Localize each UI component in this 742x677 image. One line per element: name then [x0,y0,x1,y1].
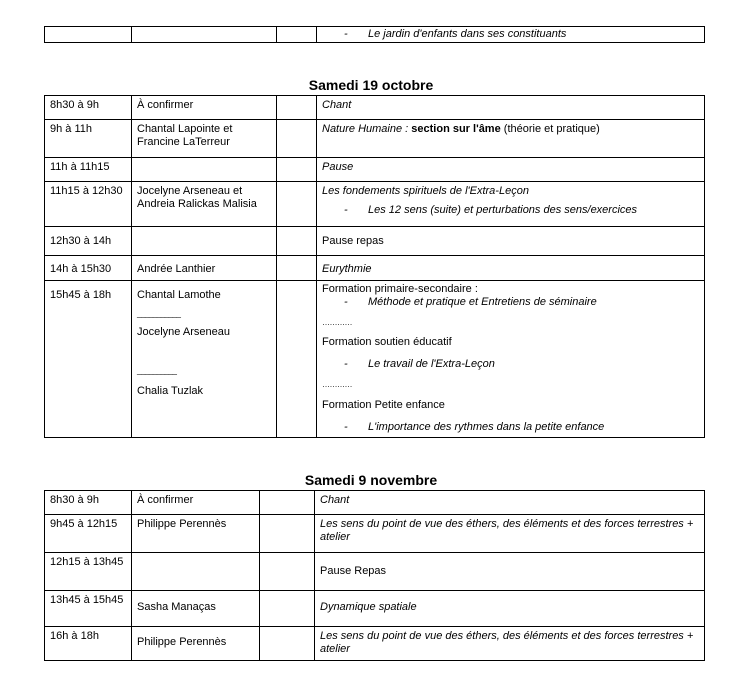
presenter-cell: Sasha Manaças [132,591,260,627]
list-item: Les 12 sens (suite) et perturbations des sens/exercices [368,204,638,216]
list-item: Le jardin d'enfants dans ses constituants [368,28,567,40]
day-title: Samedi 9 novembre [304,472,438,488]
time-cell: 15h45 à 18h [45,281,132,438]
presenter-cell [132,553,260,591]
presenter-cell: Chantal Lamothe ___________ Jocelyne Arseneau __________ Chalia Tuzlak [132,281,277,438]
activity-cell: Les fondements spirituels de l'Extra-Leçon - Les 12 sens (suite) et perturbations des sens/exercices [317,182,705,227]
day-title: Samedi 19 octobre [308,77,434,93]
table-row [45,158,705,182]
presenter-cell: À confirmer [132,96,277,120]
activity-cell: Eurythmie [317,256,705,281]
activity-cell: Pause [317,158,705,182]
presenter-cell: Philippe Perennès [132,515,260,553]
table-row [45,627,705,661]
time-cell: 9h à 11h [45,120,132,158]
presenter-cell: À confirmer [132,491,260,515]
list-item: L'importance des rythmes dans la petite enfance [368,421,605,433]
activity-cell: Pause repas [317,227,705,256]
time-cell: 13h45 à 15h45 [45,591,132,627]
presenter-cell: Jocelyne Arseneau et Andreia Ralickas Malisia [132,182,277,227]
activity-cell: Les sens du point de vue des éthers, des éléments et des forces terrestres + atelier [315,515,705,553]
time-cell: 16h à 18h [45,627,132,661]
time-cell: 8h30 à 9h [45,491,132,515]
table-row [45,227,705,256]
schedule-table-nov9 [44,490,705,661]
table-row [45,281,705,438]
time-cell: 12h15 à 13h45 [45,553,132,591]
table-row: - Le jardin d'enfants dans ses constituants [45,27,705,43]
table-row [45,491,705,515]
activity-cell: Nature Humaine : section sur l'âme (théorie et pratique) [317,120,705,158]
list-item: Le travail de l'Extra-Leçon [368,358,495,370]
table-row [45,515,705,553]
table-row [45,96,705,120]
activity-cell: Formation primaire-secondaire : - Méthode et pratique et Entretiens de séminaire ………… Formation soutien éducatif - Le travail de l'Extra-Leçon ………… Formation Petite enfance - L'importance des rythmes dans la petite enfance [317,281,705,438]
activity-cell: Dynamique spatiale [315,591,705,627]
table-row [45,591,705,627]
presenter-cell [132,158,277,182]
time-cell: 12h30 à 14h [45,227,132,256]
table-row [45,120,705,158]
presenter-cell [132,227,277,256]
presenter-cell: Chantal Lapointe et Francine LaTerreur [132,120,277,158]
table-row [45,553,705,591]
activity-cell: Chant [315,491,705,515]
time-cell: 11h15 à 12h30 [45,182,132,227]
presenter-cell: Andrée Lanthier [132,256,277,281]
time-cell: 9h45 à 12h15 [45,515,132,553]
list-item: Méthode et pratique et Entretiens de séminaire [368,296,597,308]
time-cell: 8h30 à 9h [45,96,132,120]
activity-cell: Pause Repas [315,553,705,591]
schedule-table-oct19 [44,95,705,438]
table-row [45,256,705,281]
activity-cell: Les sens du point de vue des éthers, des éléments et des forces terrestres + atelier [315,627,705,661]
activity-cell: Chant [317,96,705,120]
time-cell: 14h à 15h30 [45,256,132,281]
time-cell: 11h à 11h15 [45,158,132,182]
table-row [45,182,705,227]
presenter-cell: Philippe Perennès [132,627,260,661]
top-fragment-table [44,26,705,43]
